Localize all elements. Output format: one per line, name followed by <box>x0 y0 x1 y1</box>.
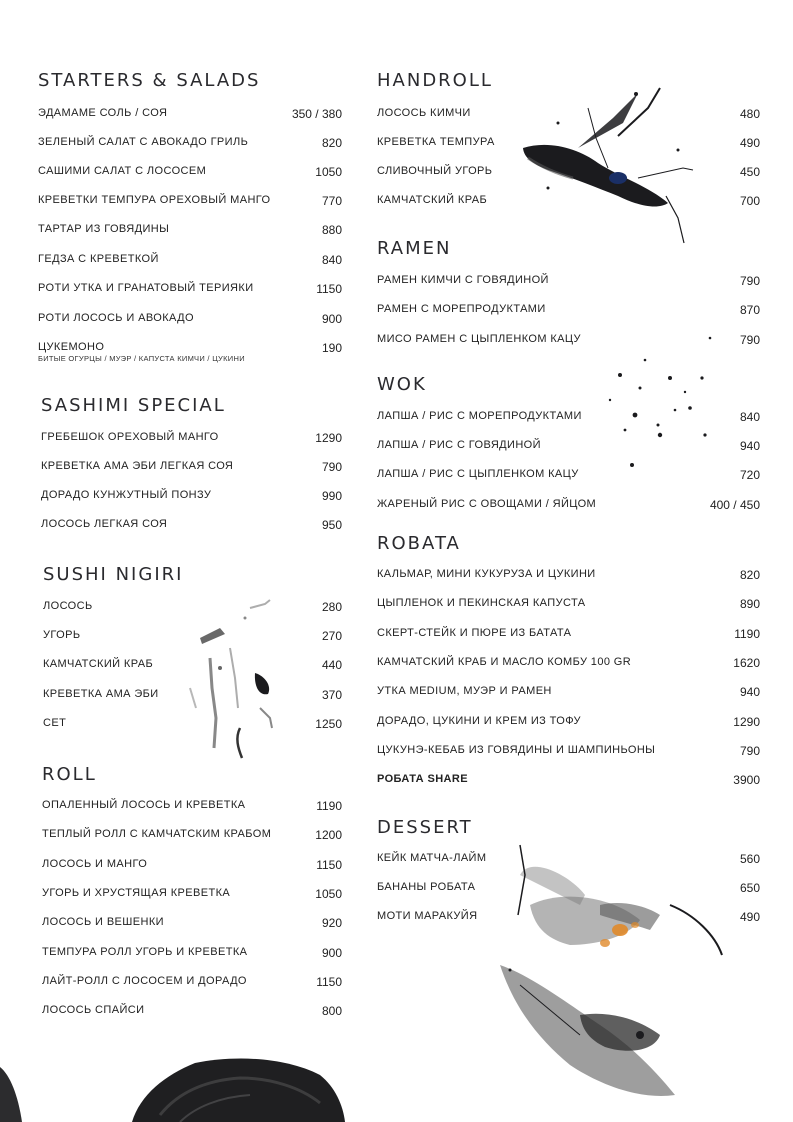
menu-item <box>42 1004 342 1024</box>
menu-item <box>38 341 342 367</box>
item-price: 900 <box>321 946 342 960</box>
item-price: 400 / 450 <box>709 498 760 512</box>
item-price: 450 <box>739 165 760 179</box>
menu-item <box>377 107 760 127</box>
section-dessert <box>377 817 760 937</box>
item-name: РОБАТА SHARE <box>377 773 468 785</box>
stone-ink-illustration <box>0 1045 360 1122</box>
item-name: ЦУКЕМОНО <box>38 341 105 353</box>
item-name: ДОРАДО КУНЖУТНЫЙ ПОНЗУ <box>41 489 212 501</box>
menu-item <box>377 303 760 323</box>
item-name: ЛОСОСЬ КИМЧИ <box>377 107 471 119</box>
item-name: СЕТ <box>43 717 67 729</box>
menu-item <box>377 439 760 459</box>
item-name: ЛАПША / РИС С МОРЕПРОДУКТАМИ <box>377 410 582 422</box>
menu-item <box>38 165 342 185</box>
section-roll <box>42 764 342 1024</box>
item-price: 1190 <box>316 799 342 813</box>
item-name: ГРЕБЕШОК ОРЕХОВЫЙ МАНГО <box>41 431 219 443</box>
item-price: 440 <box>321 658 342 672</box>
section-ramen <box>377 238 760 358</box>
item-price: 840 <box>739 410 760 424</box>
item-name: ЗЕЛЕНЫЙ САЛАТ С АВОКАДО ГРИЛЬ <box>38 136 249 148</box>
item-name: ЛАПША / РИС С ГОВЯДИНОЙ <box>377 439 541 451</box>
menu-item <box>38 312 342 332</box>
item-name: УТКА MEDIUM, МУЭР И РАМЕН <box>377 685 552 697</box>
item-price: 790 <box>739 333 760 347</box>
item-price: 1250 <box>315 717 342 731</box>
item-name: РАМЕН КИМЧИ С ГОВЯДИНОЙ <box>377 274 549 286</box>
menu-item <box>41 460 342 480</box>
item-price: 1150 <box>316 282 342 296</box>
item-price: 940 <box>739 439 760 453</box>
item-price: 720 <box>739 468 760 482</box>
menu-item <box>42 946 342 966</box>
item-name: БАНАНЫ РОБАТА <box>377 881 476 893</box>
menu-item <box>38 136 342 156</box>
item-price: 700 <box>739 194 760 208</box>
menu-item <box>42 858 342 878</box>
section-title: RAMEN <box>377 238 452 259</box>
menu-item <box>43 629 342 649</box>
item-price: 920 <box>321 916 342 930</box>
menu-item <box>38 194 342 214</box>
menu-item <box>41 489 342 509</box>
menu-item <box>43 717 342 737</box>
menu-item <box>377 773 760 793</box>
item-name: КРЕВЕТКА АМА ЭБИ <box>43 688 159 700</box>
menu-item <box>377 274 760 294</box>
item-name: ТЕМПУРА РОЛЛ УГОРЬ И КРЕВЕТКА <box>42 946 248 958</box>
menu-item <box>42 887 342 907</box>
section-title: ROLL <box>42 764 97 785</box>
item-price: 790 <box>321 460 342 474</box>
item-name: КРЕВЕТКА ТЕМПУРА <box>377 136 495 148</box>
menu-item <box>377 136 760 156</box>
item-price: 270 <box>321 629 342 643</box>
section-wok <box>377 374 760 524</box>
item-name: РОТИ УТКА И ГРАНАТОВЫЙ ТЕРИЯКИ <box>38 282 254 294</box>
item-name: ЛАПША / РИС С ЦЫПЛЕНКОМ КАЦУ <box>377 468 579 480</box>
item-price: 770 <box>321 194 342 208</box>
menu-item <box>377 852 760 872</box>
item-name: САШИМИ САЛАТ С ЛОСОСЕМ <box>38 165 207 177</box>
item-price: 1200 <box>315 828 342 842</box>
item-price: 490 <box>739 136 760 150</box>
menu-item <box>38 107 342 127</box>
item-name: СКЕРТ-СТЕЙК И ПЮРЕ ИЗ БАТАТА <box>377 627 572 639</box>
item-name: РАМЕН С МОРЕПРОДУКТАМИ <box>377 303 546 315</box>
menu-item <box>41 431 342 451</box>
item-name: КРЕВЕТКА АМА ЭБИ ЛЕГКАЯ СОЯ <box>41 460 234 472</box>
item-price: 820 <box>321 136 342 150</box>
section-title: HANDROLL <box>377 70 493 91</box>
item-name: КАМЧАТСКИЙ КРАБ <box>377 194 488 206</box>
item-price: 1050 <box>315 887 342 901</box>
item-price: 280 <box>321 600 342 614</box>
menu-item <box>377 194 760 214</box>
section-title: STARTERS & SALADS <box>38 70 261 91</box>
item-price: 870 <box>739 303 760 317</box>
item-price: 900 <box>321 312 342 326</box>
item-name: ЛОСОСЬ <box>43 600 93 612</box>
item-price: 650 <box>739 881 760 895</box>
item-name: ТЕПЛЫЙ РОЛЛ С КАМЧАТСКИМ КРАБОМ <box>42 828 272 840</box>
item-name: УГОРЬ И ХРУСТЯЩАЯ КРЕВЕТКА <box>42 887 231 899</box>
item-price: 480 <box>739 107 760 121</box>
item-price: 490 <box>739 910 760 924</box>
item-name: КЕЙК МАТЧА-ЛАЙМ <box>377 852 487 864</box>
menu-item <box>377 685 760 705</box>
menu-item <box>38 253 342 273</box>
item-name: ЛОСОСЬ И МАНГО <box>42 858 148 870</box>
item-price: 1290 <box>315 431 342 445</box>
menu-item <box>42 916 342 936</box>
item-name: ТАРТАР ИЗ ГОВЯДИНЫ <box>38 223 170 235</box>
item-name: ОПАЛЕННЫЙ ЛОСОСЬ И КРЕВЕТКА <box>42 799 246 811</box>
section-title: DESSERT <box>377 817 473 838</box>
section-nigiri <box>43 564 342 734</box>
menu-item <box>377 715 760 735</box>
item-name: СЛИВОЧНЫЙ УГОРЬ <box>377 165 493 177</box>
section-title: SASHIMI SPECIAL <box>41 395 226 416</box>
menu-item <box>42 799 342 819</box>
item-name: ЛАЙТ-РОЛЛ С ЛОСОСЕМ И ДОРАДО <box>42 975 247 987</box>
item-price: 1190 <box>734 627 760 641</box>
section-title: WOK <box>377 374 427 395</box>
item-name: УГОРЬ <box>43 629 81 641</box>
menu-item <box>377 656 760 676</box>
item-name: РОТИ ЛОСОСЬ И АВОКАДО <box>38 312 194 324</box>
menu-item <box>41 518 342 538</box>
menu-item <box>43 688 342 708</box>
item-price: 990 <box>321 489 342 503</box>
item-price: 350 / 380 <box>291 107 342 121</box>
item-price: 790 <box>739 744 760 758</box>
menu-item <box>43 600 342 620</box>
item-name: МИСО РАМЕН С ЦЫПЛЕНКОМ КАЦУ <box>377 333 581 345</box>
menu-item <box>377 468 760 488</box>
item-name: ЛОСОСЬ СПАЙСИ <box>42 1004 145 1016</box>
item-price: 3900 <box>733 773 760 787</box>
menu-item <box>377 568 760 588</box>
menu-item <box>377 744 760 764</box>
item-name: ДОРАДО, ЦУКИНИ И КРЕМ ИЗ ТОФУ <box>377 715 581 727</box>
item-name: ЦЫПЛЕНОК И ПЕКИНСКАЯ КАПУСТА <box>377 597 586 609</box>
item-price: 950 <box>321 518 342 532</box>
item-price: 1150 <box>316 975 342 989</box>
item-price: 820 <box>739 568 760 582</box>
item-name: ГЕДЗА С КРЕВЕТКОЙ <box>38 253 159 265</box>
section-starters <box>38 70 342 370</box>
item-price: 370 <box>321 688 342 702</box>
menu-item <box>377 333 760 353</box>
item-price: 880 <box>321 223 342 237</box>
section-title: SUSHI NIGIRI <box>43 564 184 585</box>
menu-item <box>377 410 760 430</box>
menu-item <box>377 498 760 518</box>
menu-item <box>377 165 760 185</box>
section-handroll <box>377 70 760 220</box>
item-name: ЦУКУНЭ-КЕБАБ ИЗ ГОВЯДИНЫ И ШАМПИНЬОНЫ <box>377 744 656 756</box>
item-price: 1050 <box>315 165 342 179</box>
menu-item <box>38 282 342 302</box>
item-price: 890 <box>739 597 760 611</box>
item-name: МОТИ МАРАКУЙЯ <box>377 910 478 922</box>
item-note: БИТЫЕ ОГУРЦЫ / МУЭР / КАПУСТА КИМЧИ / ЦУКИНИ <box>38 354 245 363</box>
menu-item <box>377 597 760 617</box>
item-price: 1150 <box>316 858 342 872</box>
item-name: ЛОСОСЬ ЛЕГКАЯ СОЯ <box>41 518 168 530</box>
section-sashimi <box>41 395 342 535</box>
menu-item <box>43 658 342 678</box>
item-name: КАЛЬМАР, МИНИ КУКУРУЗА И ЦУКИНИ <box>377 568 596 580</box>
section-robata <box>377 533 760 803</box>
item-name: КАМЧАТСКИЙ КРАБ И МАСЛО КОМБУ 100 GR <box>377 656 632 668</box>
item-price: 790 <box>739 274 760 288</box>
item-price: 840 <box>321 253 342 267</box>
section-title: ROBATA <box>377 533 461 554</box>
item-name: ЭДАМАМЕ СОЛЬ / СОЯ <box>38 107 168 119</box>
menu-item <box>42 975 342 995</box>
menu-item <box>38 223 342 243</box>
item-price: 940 <box>739 685 760 699</box>
menu-item <box>377 910 760 930</box>
menu-item <box>377 881 760 901</box>
item-name: КАМЧАТСКИЙ КРАБ <box>43 658 154 670</box>
item-price: 560 <box>739 852 760 866</box>
item-name: ЛОСОСЬ И ВЕШЕНКИ <box>42 916 164 928</box>
item-name: КРЕВЕТКИ ТЕМПУРА ОРЕХОВЫЙ МАНГО <box>38 194 271 206</box>
item-price: 1290 <box>733 715 760 729</box>
item-price: 190 <box>321 341 342 355</box>
menu-item <box>377 627 760 647</box>
item-price: 800 <box>321 1004 342 1018</box>
item-name: ЖАРЕНЫЙ РИС С ОВОЩАМИ / ЯЙЦОМ <box>377 498 597 510</box>
item-price: 1620 <box>733 656 760 670</box>
menu-item <box>42 828 342 848</box>
